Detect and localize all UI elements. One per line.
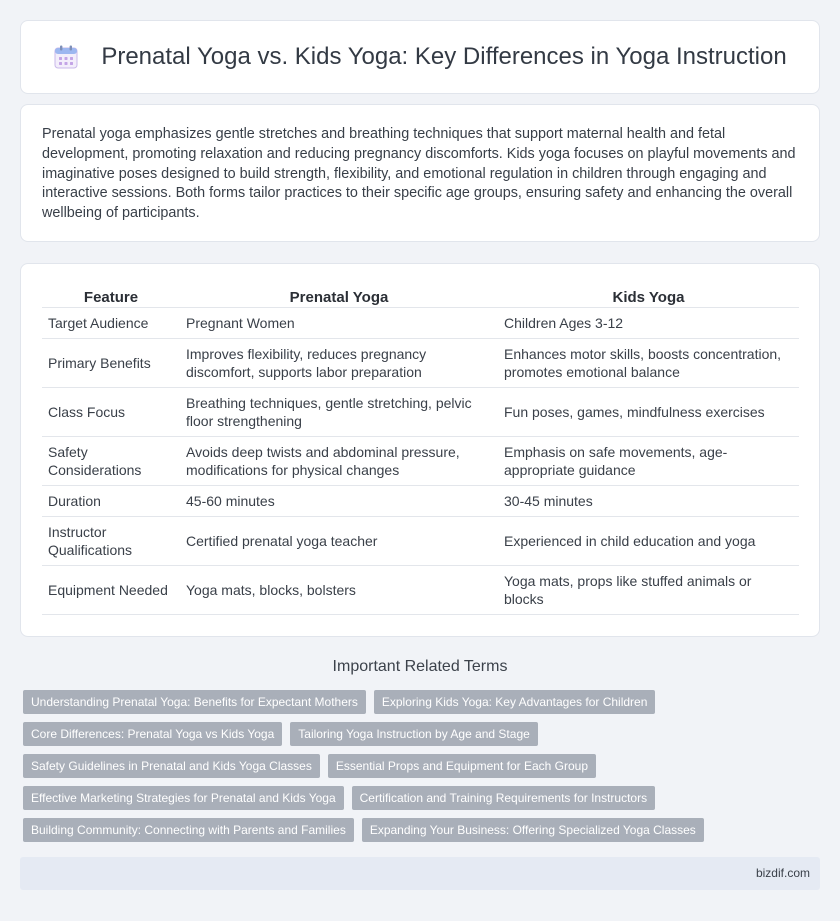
related-term-tag[interactable]: Effective Marketing Strategies for Prenatal and Kids Yoga bbox=[23, 786, 344, 810]
related-term-tag[interactable]: Exploring Kids Yoga: Key Advantages for Children bbox=[374, 690, 656, 714]
cell-feature: Instructor Qualifications bbox=[42, 517, 180, 566]
cell-feature: Primary Benefits bbox=[42, 339, 180, 388]
table-row bbox=[42, 308, 799, 339]
header-prenatal-yoga: Prenatal Yoga bbox=[180, 284, 498, 308]
cell-kids: Fun poses, games, mindfulness exercises bbox=[498, 388, 799, 437]
related-term-tag[interactable]: Building Community: Connecting with Parents and Families bbox=[23, 818, 354, 842]
header-card bbox=[20, 20, 820, 94]
header-kids-yoga: Kids Yoga bbox=[498, 284, 799, 308]
tag-row bbox=[23, 786, 823, 810]
cell-prenatal: 45-60 minutes bbox=[180, 486, 498, 517]
related-terms-title: Important Related Terms bbox=[332, 658, 508, 675]
footer bbox=[20, 857, 820, 890]
footer-site-link[interactable]: bizdif.com bbox=[755, 866, 810, 880]
intro-card bbox=[20, 104, 820, 242]
tag-row bbox=[23, 818, 823, 842]
related-term-tag[interactable]: Essential Props and Equipment for Each Group bbox=[328, 754, 596, 778]
related-term-tag[interactable]: Understanding Prenatal Yoga: Benefits for Expectant Mothers bbox=[23, 690, 366, 714]
table-row bbox=[42, 437, 799, 486]
table-row bbox=[42, 339, 799, 388]
calendar-icon bbox=[53, 44, 79, 70]
related-term-tag[interactable]: Safety Guidelines in Prenatal and Kids Yoga Classes bbox=[23, 754, 320, 778]
cell-kids: Enhances motor skills, boosts concentration, promotes emotional balance bbox=[498, 339, 799, 388]
table-header-row bbox=[42, 284, 799, 308]
cell-kids: Experienced in child education and yoga bbox=[498, 517, 799, 566]
page-title: Prenatal Yoga vs. Kids Yoga: Key Differences in Yoga Instruction bbox=[101, 43, 787, 70]
cell-prenatal: Yoga mats, blocks, bolsters bbox=[180, 566, 498, 615]
cell-feature: Target Audience bbox=[42, 308, 180, 339]
cell-kids: Children Ages 3-12 bbox=[498, 308, 799, 339]
cell-kids: Emphasis on safe movements, age-appropriate guidance bbox=[498, 437, 799, 486]
related-terms-list bbox=[23, 690, 823, 850]
related-term-tag[interactable]: Tailoring Yoga Instruction by Age and Stage bbox=[290, 722, 538, 746]
cell-prenatal: Certified prenatal yoga teacher bbox=[180, 517, 498, 566]
related-term-tag[interactable]: Expanding Your Business: Offering Specialized Yoga Classes bbox=[362, 818, 704, 842]
cell-feature: Class Focus bbox=[42, 388, 180, 437]
table-row bbox=[42, 566, 799, 615]
cell-feature: Equipment Needed bbox=[42, 566, 180, 615]
cell-kids: Yoga mats, props like stuffed animals or blocks bbox=[498, 566, 799, 615]
cell-feature: Duration bbox=[42, 486, 180, 517]
cell-prenatal: Improves flexibility, reduces pregnancy discomfort, supports labor preparation bbox=[180, 339, 498, 388]
tag-row bbox=[23, 690, 823, 714]
cell-prenatal: Pregnant Women bbox=[180, 308, 498, 339]
header-feature: Feature bbox=[42, 284, 180, 308]
cell-kids: 30-45 minutes bbox=[498, 486, 799, 517]
table-row bbox=[42, 388, 799, 437]
tag-row bbox=[23, 754, 823, 778]
cell-prenatal: Avoids deep twists and abdominal pressure, modifications for physical changes bbox=[180, 437, 498, 486]
cell-prenatal: Breathing techniques, gentle stretching, pelvic floor strengthening bbox=[180, 388, 498, 437]
cell-feature: Safety Considerations bbox=[42, 437, 180, 486]
tag-row bbox=[23, 722, 823, 746]
related-term-tag[interactable]: Core Differences: Prenatal Yoga vs Kids Yoga bbox=[23, 722, 282, 746]
related-term-tag[interactable]: Certification and Training Requirements for Instructors bbox=[352, 786, 655, 810]
comparison-table bbox=[42, 284, 799, 615]
comparison-card bbox=[20, 263, 820, 637]
table-row bbox=[42, 517, 799, 566]
intro-paragraph: Prenatal yoga emphasizes gentle stretches and breathing techniques that support maternal health and fetal development, promoting relaxation and reducing pregnancy discomforts. Kids yoga focuses on playful movements and imaginative poses designed to build strength, flexibility, and emotional regulation in children through engaging and interactive sessions. Both forms tailor practices to their specific age groups, ensuring safety and enhancing the overall wellbeing of participants. bbox=[42, 126, 796, 222]
table-row bbox=[42, 486, 799, 517]
